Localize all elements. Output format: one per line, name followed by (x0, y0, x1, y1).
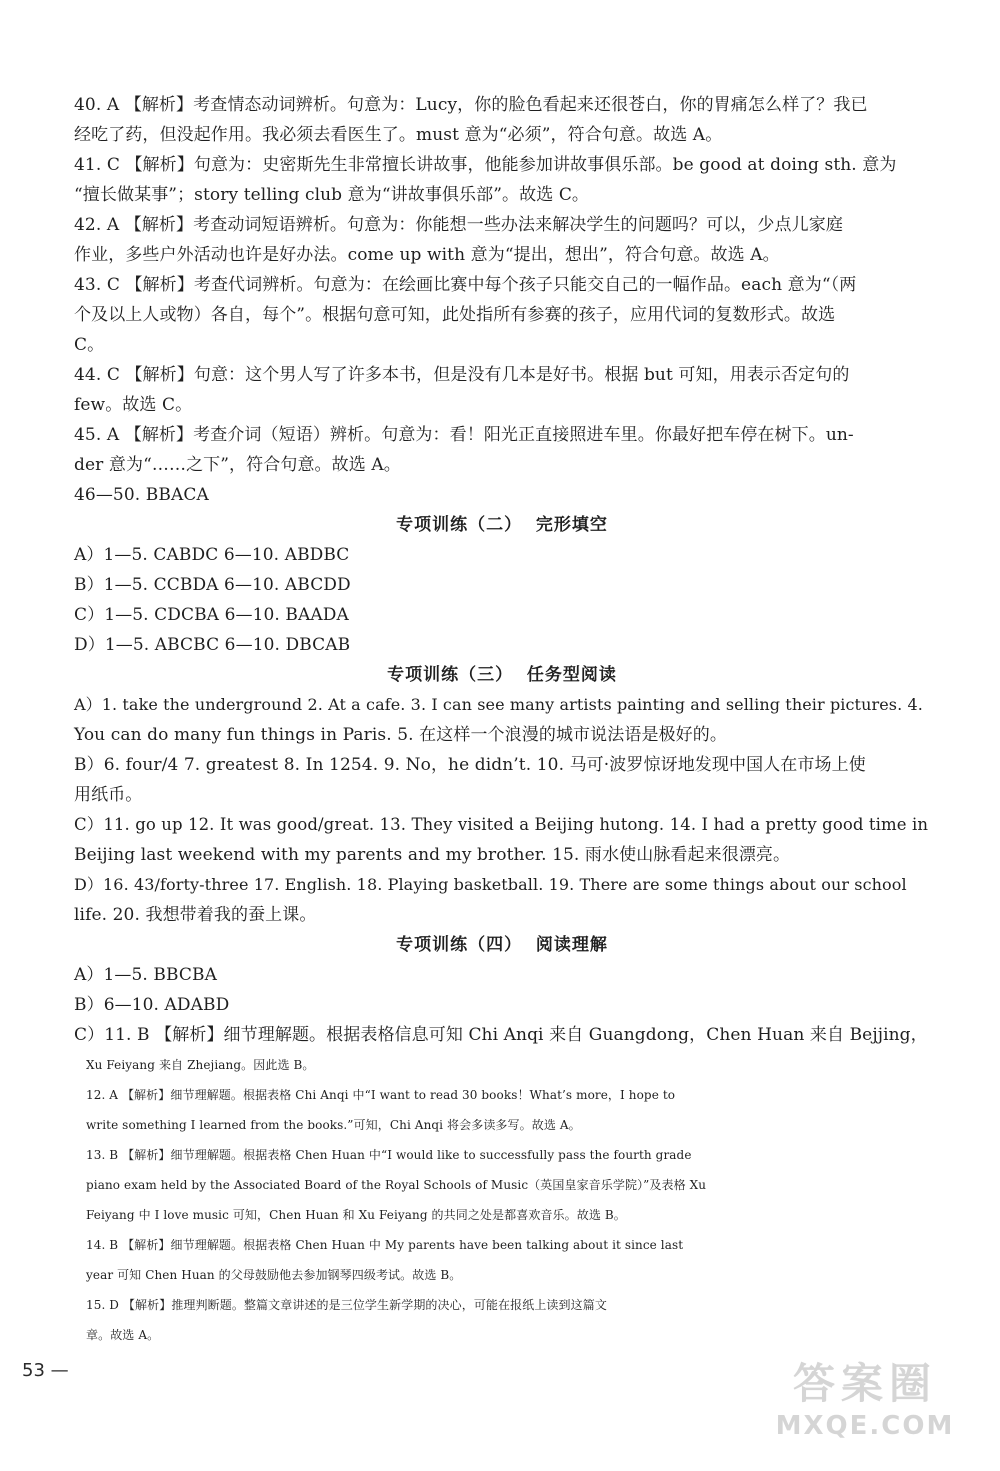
answer-line: C）11. go up 12. It was good/great. 13. They visited a Beijing hutong. 14. I had a pretty good time in (74, 815, 929, 834)
answer-line: 12. A 【解析】细节理解题。根据表格 Chi Anqi 中“I want to read 30 books！What’s more，I hope to (86, 1088, 676, 1102)
watermark (760, 1351, 970, 1451)
answer-line: piano exam held by the Associated Board of the Royal Schools of Music（英国皇家音乐学院）”及表格 Xu (86, 1178, 707, 1192)
answer-line: 经吃了药，但没起作用。我必须去看医生了。must 意为“必须”，符合句意。故选 A。 (74, 125, 723, 145)
answer-line: 15. D 【解析】推理判断题。整篇文章讲述的是三位学生新学期的决心，可能在报纸上读到这篇文 (86, 1298, 607, 1312)
answer-line: 41. C 【解析】句意为：史密斯先生非常擅长讲故事，他能参加讲故事俱乐部。be good at doing sth. 意为 (74, 155, 897, 175)
answer-line: A）1—5. CABDC 6—10. ABDBC (74, 545, 350, 565)
answer-line: D）16. 43/forty-three 17. English. 18. Playing basketball. 19. There are some things about our school (74, 875, 907, 894)
answer-line: year 可知 Chen Huan 的父母鼓励他去参加钢琴四级考试。故选 B。 (86, 1268, 462, 1282)
watermark-site: MXQE.COM (775, 1411, 955, 1441)
answer-line: B）1—5. CCBDA 6—10. ABCDD (74, 575, 351, 595)
answer-line: C）1—5. CDCBA 6—10. BAADA (74, 605, 349, 625)
answer-line: 作业，多些户外活动也许是好办法。come up with 意为“提出，想出”，符合句意。故选 A。 (74, 245, 780, 265)
answer-line: B）6—10. ADABD (74, 995, 230, 1015)
answer-line: der 意为“……之下”，符合句意。故选 A。 (74, 455, 401, 475)
answer-line: D）1—5. ABCBC 6—10. DBCAB (74, 635, 351, 655)
answer-line: A）1—5. BBCBA (74, 965, 217, 985)
section-heading: 专项训练（四） 阅读理解 (396, 935, 608, 955)
answer-line: 43. C 【解析】考查代词辨析。句意为：在绘画比赛中每个孩子只能交自己的一幅作品。each 意为“（两 (74, 275, 857, 295)
section-heading: 专项训练（三） 任务型阅读 (387, 665, 617, 685)
answer-line: 45. A 【解析】考查介词（短语）辨析。句意为：看！阳光正直接照进车里。你最好把车停在树下。un- (74, 425, 854, 445)
answer-line: B）6. four/4 7. greatest 8. In 1254. 9. No，he didn’t. 10. 马可·波罗惊讶地发现中国人在市场上使 (74, 755, 866, 775)
answer-line: 46—50. BBACA (74, 485, 209, 505)
answer-line: “擅长做某事”；story telling club 意为“讲故事俱乐部”。故选 C。 (74, 185, 590, 205)
answer-line: C。 (74, 335, 105, 355)
answer-line: 章。故选 A。 (86, 1328, 160, 1342)
answer-line: 14. B 【解析】细节理解题。根据表格 Chen Huan 中 My parents have been talking about it since last (86, 1238, 684, 1252)
section-heading: 专项训练（二） 完形填空 (396, 515, 608, 535)
answer-line: 用纸币。 (74, 785, 143, 805)
answer-line: Beijing last weekend with my parents and my brother. 15. 雨水使山脉看起来很漂亮。 (74, 845, 791, 865)
answer-line: You can do many fun things in Paris. 5. 在这样一个浪漫的城市说法语是极好的。 (74, 725, 727, 745)
answer-line: 个及以上人或物）各自，每个”。根据句意可知，此处指所有参赛的孩子，应用代词的复数形式。故选 (74, 305, 836, 325)
answer-line: A）1. take the underground 2. At a cafe. 3. I can see many artists painting and selling their pictures. 4. (74, 695, 923, 714)
answer-line: 44. C 【解析】句意：这个男人写了许多本书，但是没有几本是好书。根据 but 可知，用表示否定句的 (74, 365, 850, 385)
answer-line: write something I learned from the books.”可知，Chi Anqi 将会多读多写。故选 A。 (86, 1118, 581, 1132)
answer-line: Feiyang 中 I love music 可知，Chen Huan 和 Xu Feiyang 的共同之处是都喜欢音乐。故选 B。 (86, 1208, 626, 1222)
watermark-logo: 答案圈 (792, 1359, 937, 1408)
answer-line: 13. B 【解析】细节理解题。根据表格 Chen Huan 中“I would like to successfully pass the fourth grade (86, 1148, 692, 1162)
answer-line: Xu Feiyang 来自 Zhejiang。因此选 B。 (86, 1058, 315, 1072)
answer-line: 42. A 【解析】考查动词短语辨析。句意为：你能想一些办法来解决学生的问题吗？可以，少点儿家庭 (74, 215, 843, 235)
answer-line: life. 20. 我想带着我的蚕上课。 (74, 905, 317, 925)
answer-key-content (74, 90, 930, 1350)
answer-line: few。故选 C。 (74, 395, 193, 415)
answer-line: 40. A 【解析】考查情态动词辨析。句意为：Lucy，你的脸色看起来还很苍白，你的胃痛怎么样了？我已 (74, 95, 868, 115)
page-number: 53 — (22, 1360, 69, 1381)
answer-line: C）11. B 【解析】细节理解题。根据表格信息可知 Chi Anqi 来自 Guangdong，Chen Huan 来自 Bejjing， (74, 1025, 928, 1045)
